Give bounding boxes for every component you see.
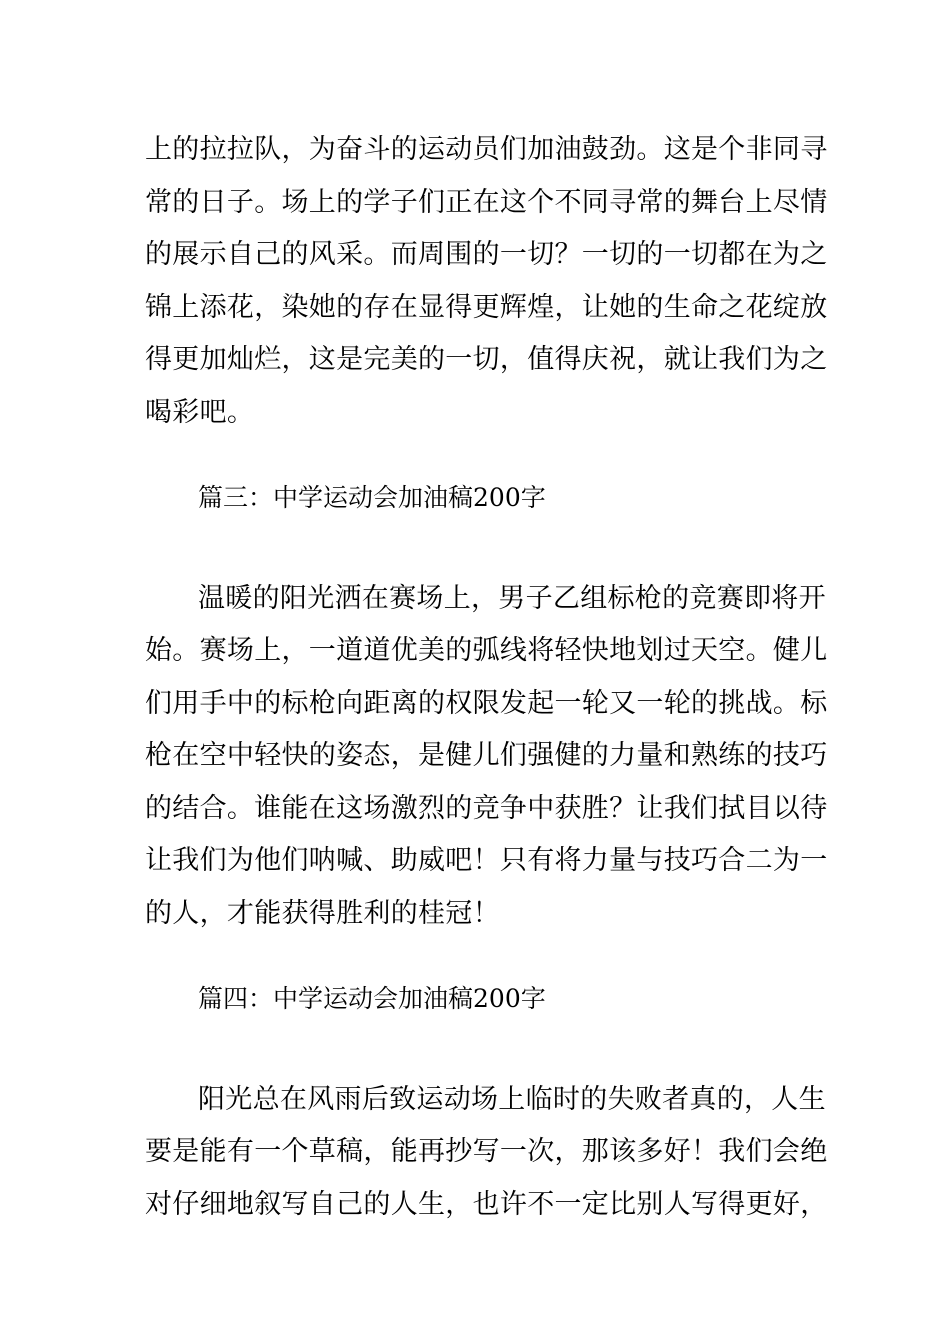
text-line: 始。赛场上，一道道优美的弧线将轻快地划过天空。健儿 — [145, 635, 828, 666]
text-line: 们用手中的标枪向距离的权限发起一轮又一轮的挑战。标 — [145, 688, 828, 719]
text-line: 得更加灿烂，这是完美的一切，值得庆祝，就让我们为之 — [145, 344, 828, 375]
text-line: 温暖的阳光洒在赛场上，男子乙组标枪的竞赛即将开 — [198, 583, 826, 614]
text-line: 枪在空中轻快的姿态，是健儿们强健的力量和熟练的技巧 — [145, 740, 828, 771]
text-line: 上的拉拉队，为奋斗的运动员们加油鼓劲。这是个非同寻 — [145, 134, 828, 165]
text-line: 阳光总在风雨后致运动场上临时的失败者真的，人生 — [198, 1084, 826, 1115]
text-line: 的人，才能获得胜利的桂冠！ — [145, 898, 500, 929]
text-line: 让我们为他们呐喊、助威吧！只有将力量与技巧合二为一 — [145, 845, 828, 876]
text-line: 的结合。谁能在这场激烈的竞争中获胜？让我们拭目以待 — [145, 793, 828, 824]
text-line: 喝彩吧。 — [145, 397, 255, 428]
text-line: 锦上添花，染她的存在显得更辉煌，让她的生命之花绽放 — [145, 292, 828, 323]
section-heading-3: 篇三：中学运动会加油稿200字 — [198, 483, 546, 512]
text-line: 常的日子。场上的学子们正在这个不同寻常的舞台上尽情 — [145, 187, 828, 218]
text-line: 的展示自己的风采。而周围的一切？一切的一切都在为之 — [145, 239, 828, 270]
text-line: 要是能有一个草稿，能再抄写一次，那该多好！我们会绝 — [145, 1136, 828, 1167]
section-heading-4: 篇四：中学运动会加油稿200字 — [198, 984, 546, 1013]
text-line: 对仔细地叙写自己的人生，也许不一定比别人写得更好， — [145, 1189, 828, 1220]
